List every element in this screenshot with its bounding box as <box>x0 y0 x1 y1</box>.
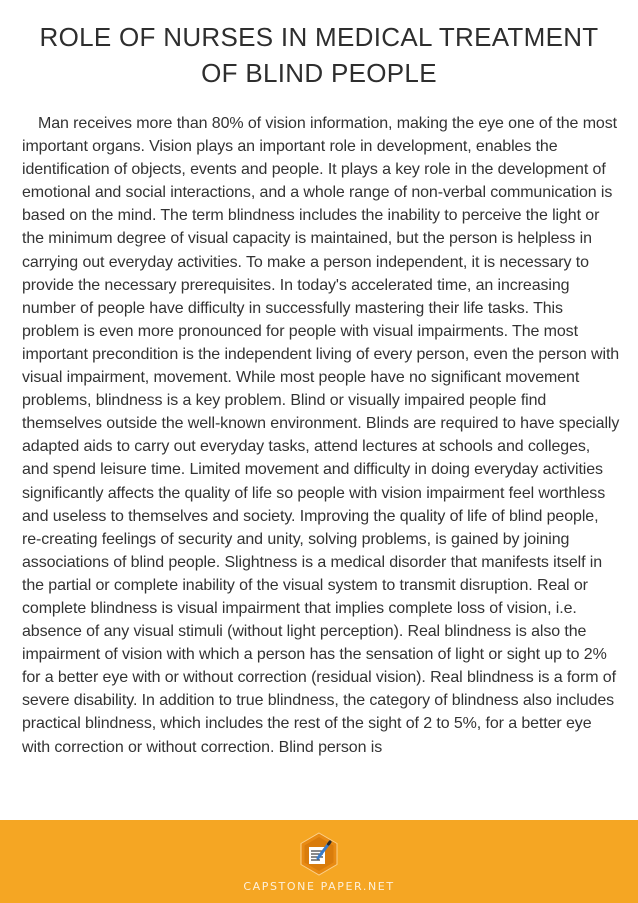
footer-brand-text: CAPSTONE PAPER.NET <box>243 880 395 893</box>
pencil-paper-hexagon-icon <box>296 831 342 877</box>
document-title: ROLE OF NURSES IN MEDICAL TREATMENT OF BLIND PEOPLE <box>39 22 599 88</box>
document-body: Man receives more than 80% of vision information, making the eye one of the most important organs. Vision plays an important role in development, enables the identification of objects, events and people. It plays a key role in the development of emotional and social interactions, and a whole range of non-verbal communication is based on the mind. The term blindness includes the inability to perceive the light or the minimum degree of visual capacity is maintained, but the person is helpless in carrying out everyday activities. To make a person independent, it is necessary to provide the necessary prerequisites. In today's accelerated time, an increasing number of people have difficulty in successfully mastering their life tasks. This problem is even more pronounced for people with visual impairments. The most important precondition is the independent living of every person, even the person with visual impairment, movement. While most people have no significant movement problems, blindness is a key problem. Blind or visually impaired people find themselves outside the well-known environment. Blinds are required to have specially adapted aids to carry out everyday tasks, attend lectures at schools and colleges, and spend leisure time. Limited movement and difficulty in doing everyday activities significantly affects the quality of life so people with vision impairment feel worthless and useless to themselves and society. Improving the quality of life of blind people, re-creating feelings of security and unity, solving problems, is gained by joining associations of blind people. Slightness is a medical disorder that manifests itself in the partial or complete inability of the visual system to transmit disruption. Real or complete blindness is visual impairment that implies complete loss of vision, i.e. absence of any visual stimuli (without light perception). Real blindness is also the impairment of vision with which a person has the sensation of light or sight up to 2% for a better eye with or without correction (residual vision). Real blindness is a form of severe disability. In addition to true blindness, the category of blindness also includes practical blindness, which includes the rest of the sight of 2 to 5%, for a better eye with correction or without correction. Blind person is <box>22 115 620 756</box>
